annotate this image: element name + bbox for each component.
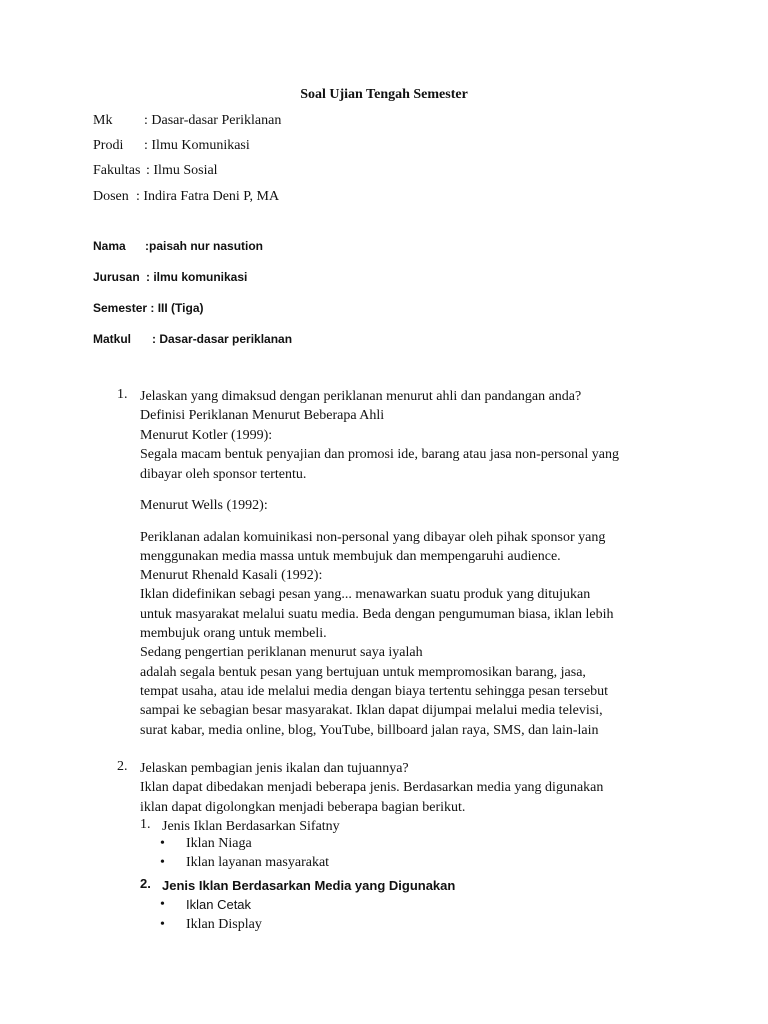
list-item: Iklan Display — [186, 917, 262, 932]
student-value: : III (Tiga) — [150, 301, 204, 315]
header-label: Mk — [93, 113, 113, 128]
header-row-fakultas — [93, 163, 218, 179]
question-2-line: iklan dapat digolongkan menjadi beberapa bagian berikut. — [140, 800, 466, 815]
bullet-icon: • — [160, 897, 165, 912]
subsection-2-label: Jenis Iklan Berdasarkan Media yang Digunakan — [162, 878, 456, 893]
question-2-number: 2. — [117, 759, 128, 774]
student-value: : ilmu komunikasi — [146, 270, 248, 284]
question-1-line: Jelaskan yang dimaksud dengan periklanan menurut ahli dan pandangan anda? — [140, 389, 582, 404]
question-2-line: Iklan dapat dibedakan menjadi beberapa jenis. Berdasarkan media yang digunakan — [140, 780, 604, 795]
list-item: Iklan layanan masyarakat — [186, 855, 330, 870]
question-1-line: Definisi Periklanan Menurut Beberapa Ahli — [140, 408, 385, 423]
student-label: Semester — [93, 301, 148, 315]
header-row-dosen — [93, 189, 279, 205]
subsection-1-number: 1. — [140, 817, 151, 832]
question-1-line: Menurut Rhenald Kasali (1992): — [140, 568, 323, 583]
header-label: Prodi — [93, 138, 124, 153]
question-1-number: 1. — [117, 387, 128, 402]
header-row-prodi — [93, 138, 250, 154]
header-label: Fakultas — [93, 163, 141, 178]
question-1-line: menggunakan media massa untuk membujuk dan mempengaruhi audience. — [140, 549, 561, 564]
bullet-icon: • — [160, 917, 165, 932]
header-value: : Ilmu Komunikasi — [144, 138, 250, 153]
question-1-line: Segala macam bentuk penyajian dan promosi ide, barang atau jasa non-personal yang — [140, 447, 619, 462]
question-1-line: Sedang pengertian periklanan menurut saya iyalah — [140, 645, 423, 660]
subsection-1-label: Jenis Iklan Berdasarkan Sifatny — [162, 819, 340, 834]
header-value: : Dasar-dasar Periklanan — [144, 113, 282, 128]
student-label: Nama — [93, 239, 126, 253]
question-1-line: Menurut Kotler (1999): — [140, 428, 273, 443]
list-item: Iklan Niaga — [186, 836, 252, 851]
header-value: : Ilmu Sosial — [146, 163, 218, 178]
question-1-line: surat kabar, media online, blog, YouTube, billboard jalan raya, SMS, dan lain-lain — [140, 723, 599, 738]
header-row-mk — [93, 113, 281, 129]
student-row-semester — [93, 301, 204, 315]
question-1-line: Menurut Wells (1992): — [140, 498, 268, 513]
student-row-nama — [93, 239, 263, 253]
student-label: Jurusan — [93, 270, 140, 284]
student-value: :paisah nur nasution — [145, 239, 264, 253]
header-value: : Indira Fatra Deni P, MA — [136, 189, 280, 204]
subsection-2-number: 2. — [140, 876, 151, 891]
student-label: Matkul — [93, 332, 132, 346]
question-1-line: untuk masyarakat melalui suatu media. Beda dengan pengumuman biasa, iklan lebih — [140, 607, 614, 622]
list-item: Iklan Cetak — [186, 897, 252, 912]
question-1-line: Periklanan adalan komuinikasi non-personal yang dibayar oleh pihak sponsor yang — [140, 530, 606, 545]
question-2-line: Jelaskan pembagian jenis ikalan dan tujuannya? — [140, 761, 409, 776]
student-value: : Dasar-dasar periklanan — [152, 332, 293, 346]
question-1-line: sampai ke sebagian besar masyarakat. Iklan dapat dijumpai melalui media televisi, — [140, 703, 603, 718]
bullet-icon: • — [160, 855, 165, 870]
student-row-matkul — [93, 332, 292, 346]
header-label: Dosen — [93, 189, 129, 204]
question-1-line: tempat usaha, atau ide melalui media dengan biaya tertentu sehingga pesan tersebut — [140, 684, 609, 699]
student-row-jurusan — [93, 270, 247, 284]
document-title: Soal Ujian Tengah Semester — [300, 87, 468, 102]
question-1-line: dibayar oleh sponsor tertentu. — [140, 467, 307, 482]
question-1-line: membujuk orang untuk membeli. — [140, 626, 327, 641]
bullet-icon: • — [160, 836, 165, 851]
question-1-line: Iklan didefinikan sebagi pesan yang... menawarkan suatu produk yang ditujukan — [140, 587, 591, 602]
question-1-line: adalah segala bentuk pesan yang bertujuan untuk mempromosikan barang, jasa, — [140, 665, 586, 680]
